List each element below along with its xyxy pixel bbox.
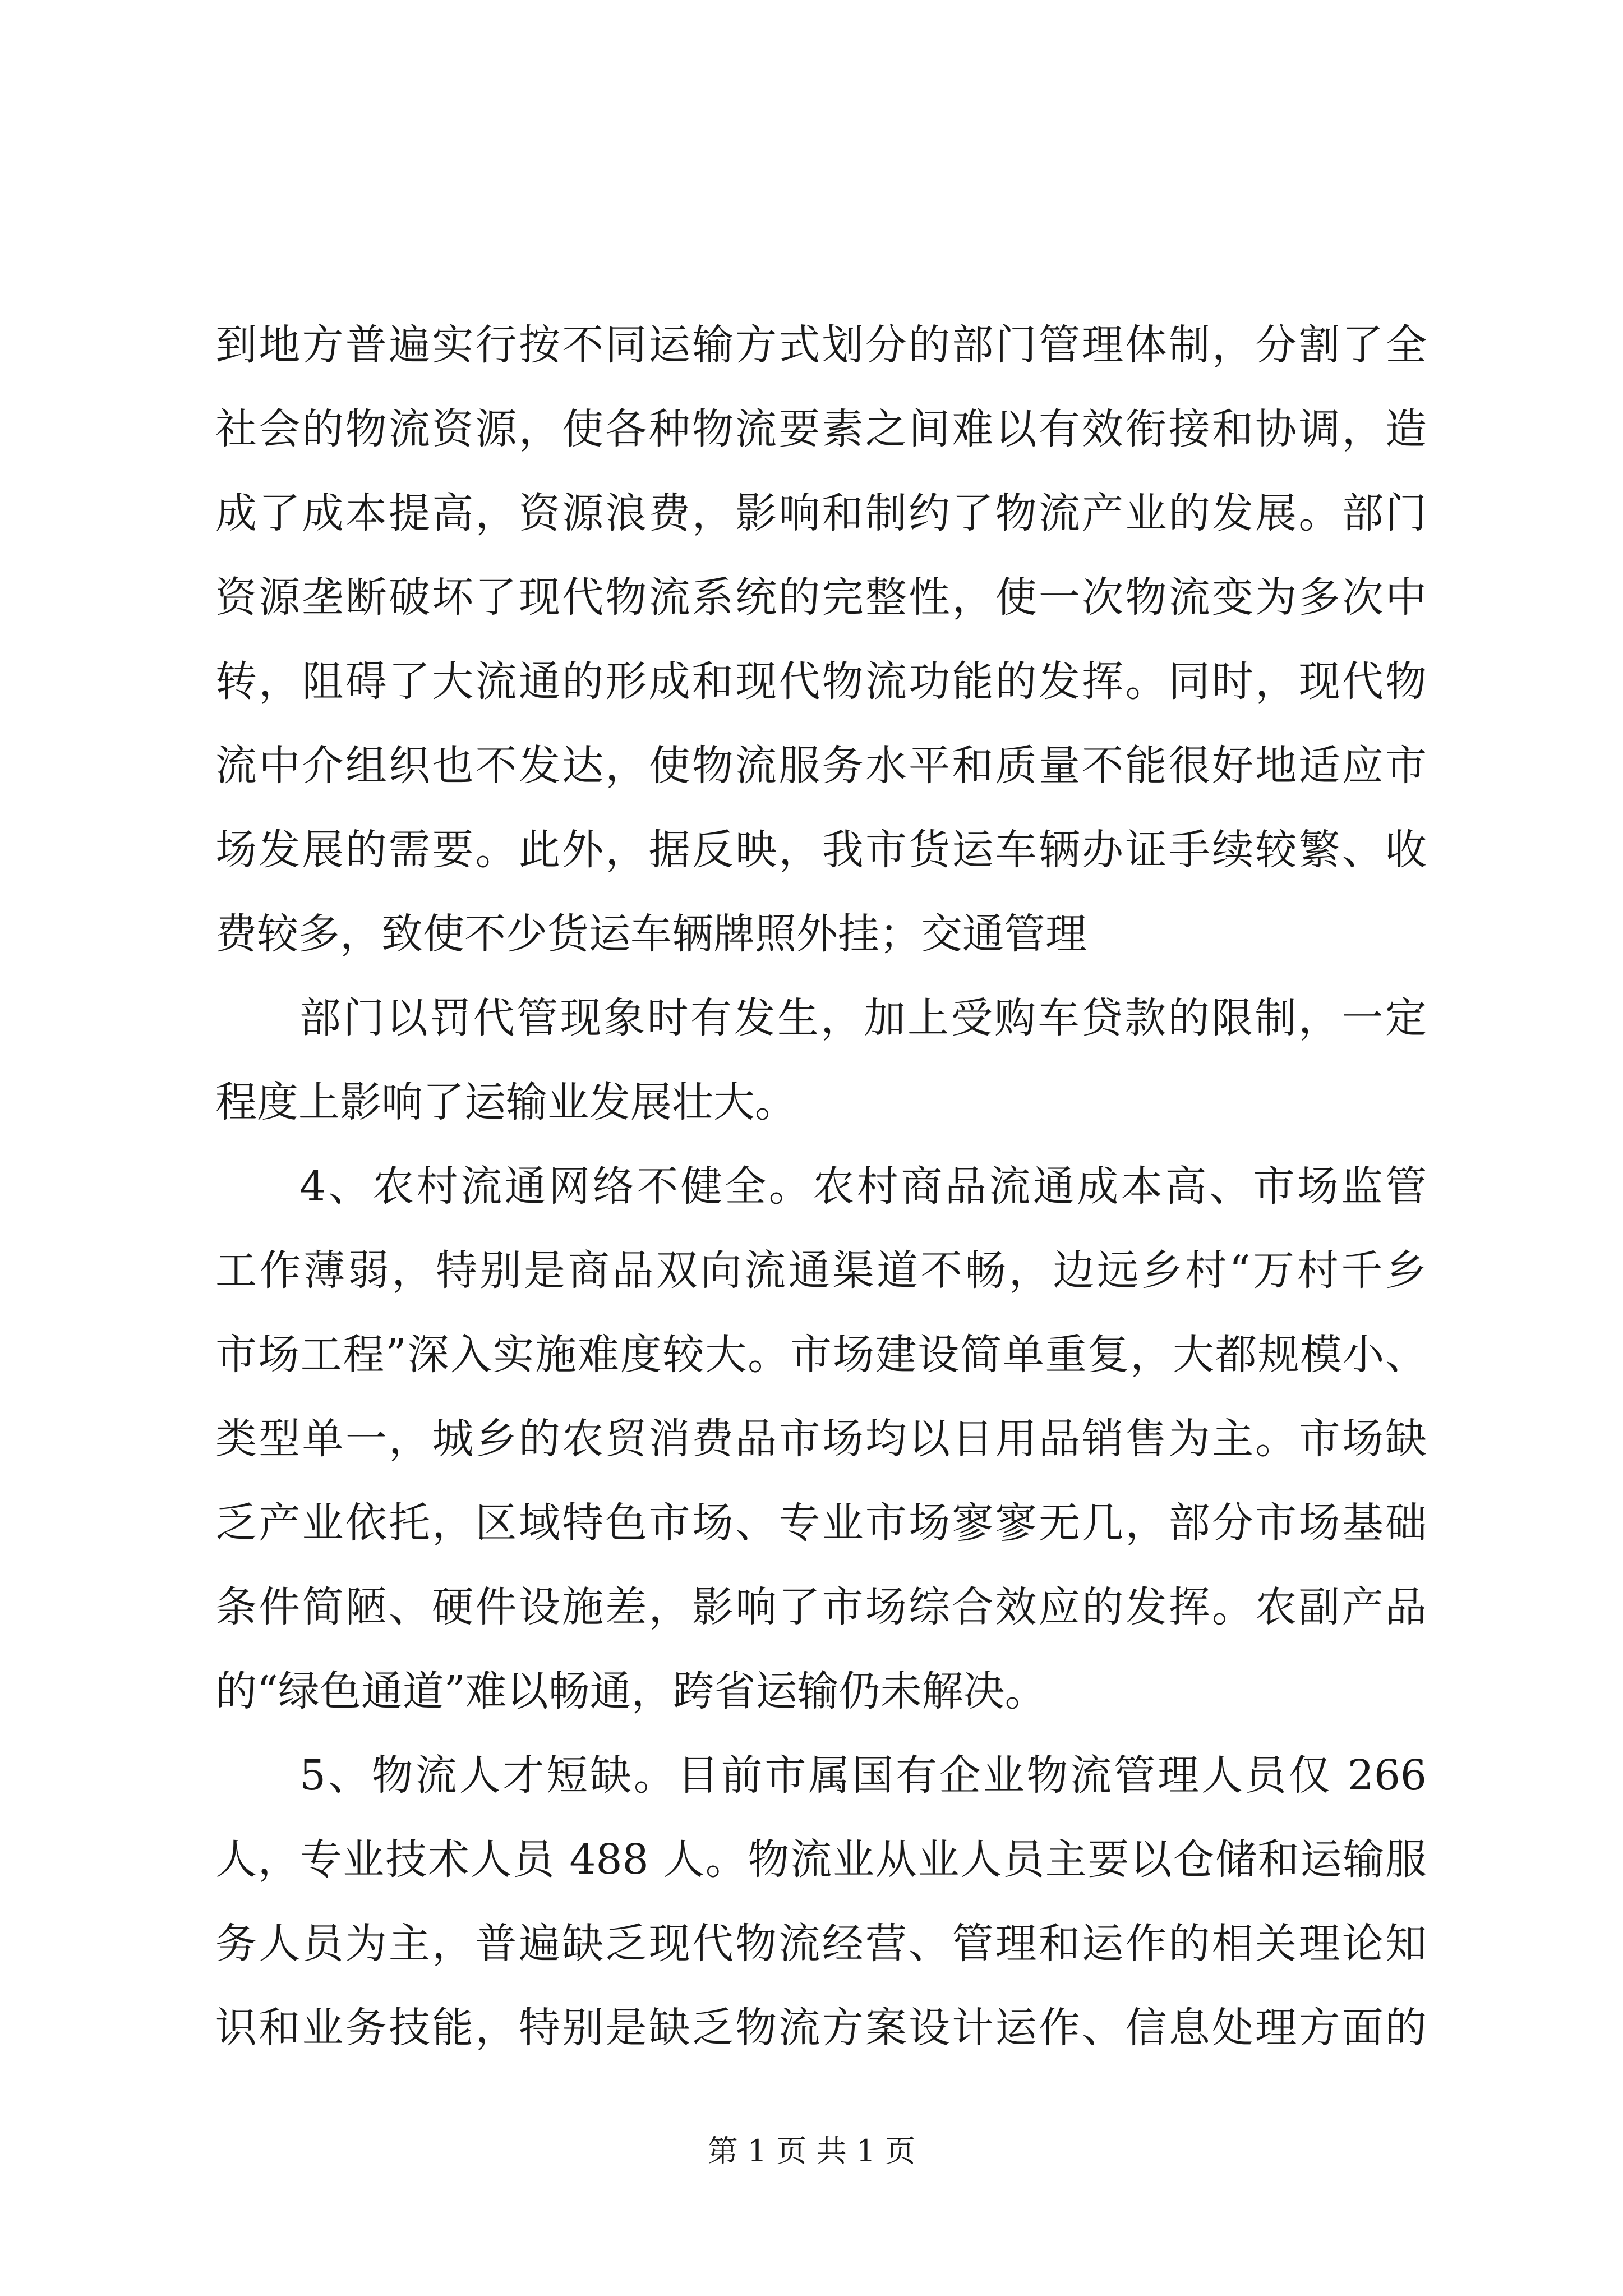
text-line: 资源垄断破坏了现代物流系统的完整性，使一次物流变为多次中: [215, 573, 1427, 622]
text-line: 社会的物流资源，使各种物流要素之间难以有效衔接和协调，造: [215, 405, 1427, 453]
text-line: 务人员为主，普遍缺乏现代物流经营、管理和运作的相关理论知: [215, 1920, 1427, 1968]
text-line: 到地方普遍实行按不同运输方式划分的部门管理体制，分割了全: [215, 321, 1427, 369]
text-line: 场发展的需要。此外，据反映，我市货运车辆办证手续较繁、收: [215, 826, 1427, 874]
text-line: 费较多，致使不少货运车辆牌照外挂；交通管理: [215, 910, 1087, 958]
text-line: 人，专业技术人员 488 人。物流业从业人员主要以仓储和运输服: [215, 1835, 1427, 1884]
page-number-label: 第 1 页 共 1 页: [707, 2133, 916, 2169]
text-line: 乏产业依托，区域特色市场、专业市场寥寥无几，部分市场基础: [215, 1499, 1427, 1547]
page-footer: [0, 2132, 1623, 2171]
text-line: 类型单一，城乡的农贸消费品市场均以日用品销售为主。市场缺: [215, 1415, 1427, 1463]
text-line: 成了成本提高，资源浪费，影响和制约了物流产业的发展。部门: [215, 489, 1427, 537]
text-line: 流中介组织也不发达，使物流服务水平和质量不能很好地适应市: [215, 742, 1427, 790]
text-line: 条件简陋、硬件设施差，影响了市场综合效应的发挥。农副产品: [215, 1583, 1427, 1631]
text-line: 4、农村流通网络不健全。农村商品流通成本高、市场监管: [299, 1162, 1427, 1211]
text-line: 识和业务技能，特别是缺乏物流方案设计运作、信息处理方面的: [215, 2004, 1427, 2052]
text-line: 工作薄弱，特别是商品双向流通渠道不畅，边远乡村“万村千乡: [215, 1246, 1427, 1295]
body-text: [215, 303, 1427, 2070]
text-line: 部门以罚代管现象时有发生，加上受购车贷款的限制，一定: [299, 994, 1427, 1042]
text-line: 程度上影响了运输业发展壮大。: [215, 1078, 796, 1126]
text-line: 5、物流人才短缺。目前市属国有企业物流管理人员仅 266: [299, 1751, 1427, 1800]
text-line: 的“绿色通道”难以畅通，跨省运输仍未解决。: [215, 1667, 1046, 1715]
text-line: 市场工程”深入实施难度较大。市场建设简单重复，大都规模小、: [215, 1331, 1427, 1379]
text-line: 转，阻碍了大流通的形成和现代物流功能的发挥。同时，现代物: [215, 657, 1427, 706]
